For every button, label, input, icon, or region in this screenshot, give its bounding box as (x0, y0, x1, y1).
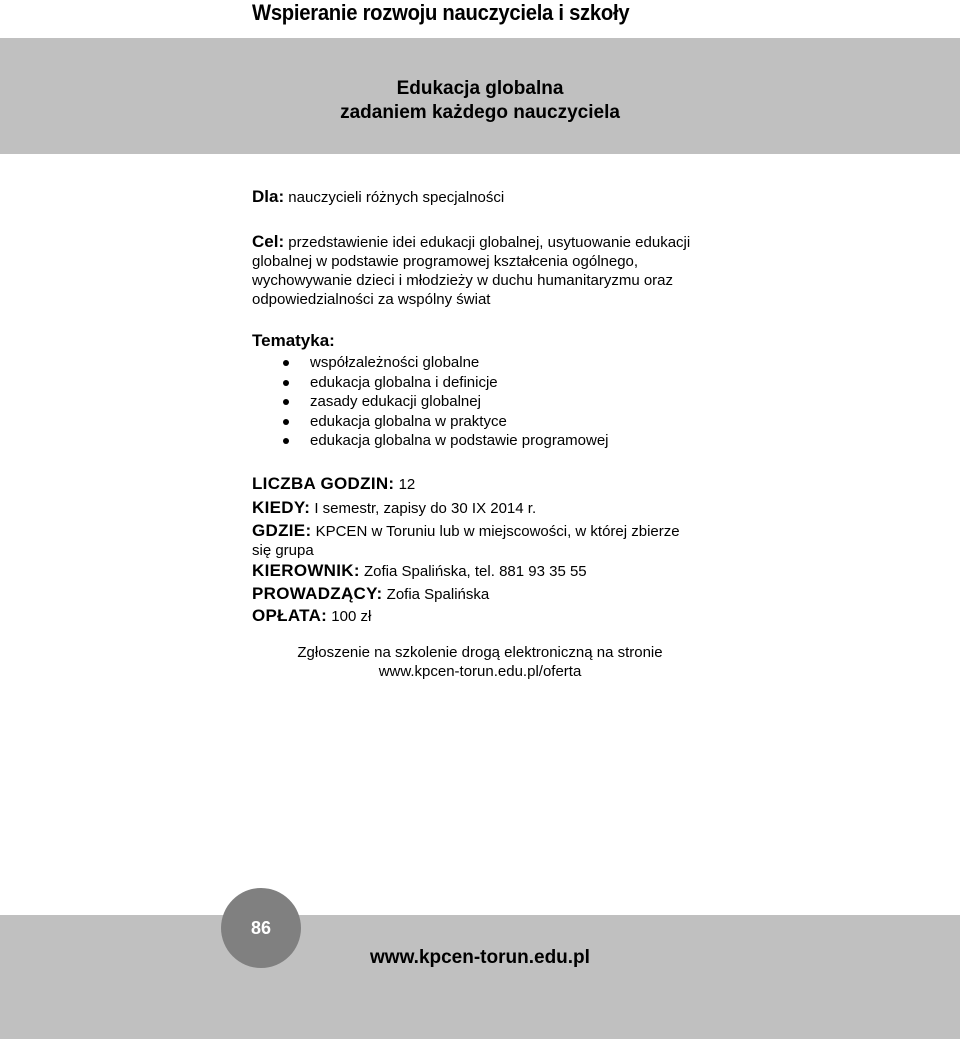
title-band (0, 38, 960, 154)
title-line-2: zadaniem każdego nauczyciela (340, 102, 620, 123)
topics-label: Tematyka: (252, 331, 335, 350)
goal-paragraph (252, 232, 692, 309)
where-row (252, 521, 692, 560)
list-item (252, 392, 609, 412)
fee-value: 100 zł (331, 608, 372, 625)
when-value: I semestr, zapisy do 30 IX 2014 r. (314, 500, 537, 517)
list-item (252, 373, 609, 393)
lecturer-label: PROWADZĄCY: (252, 584, 383, 603)
hours-value: 12 (398, 476, 416, 493)
audience-label: Dla: (252, 187, 285, 206)
lecturer-value: Zofia Spalińska (386, 586, 490, 603)
manager-label: KIEROWNIK: (252, 561, 360, 580)
when-row (252, 499, 536, 518)
topic-text: zasady edukacji globalnej (310, 393, 481, 410)
where-label: GDZIE: (252, 521, 312, 540)
running-header: Wspieranie rozwoju nauczyciela i szkoły (252, 0, 630, 25)
fee-label: OPŁATA: (252, 606, 328, 625)
topic-text: edukacja globalna w praktyce (310, 412, 507, 430)
signup-note (240, 643, 720, 681)
bullet-icon (283, 419, 289, 425)
bullet-icon (283, 438, 289, 444)
goal-value: przedstawienie idei edukacji globalnej, usytuowanie edukacji globalnej w podstawie programowej kształcenia ogólnego, wychowywanie dzieci i młodzieży w duchu humanitaryzmu oraz odpowiedzialności za wspólny świat (252, 234, 691, 308)
bullet-icon (283, 399, 289, 405)
list-item (252, 431, 609, 451)
footer-url[interactable]: www.kpcen-torun.edu.pl (370, 947, 590, 968)
when-label: KIEDY: (252, 498, 311, 517)
list-item (252, 353, 609, 373)
lecturer-row (252, 585, 489, 604)
topic-text: edukacja globalna w podstawie programowej (310, 432, 609, 449)
page-number: 86 (250, 917, 272, 938)
topics-list (252, 353, 609, 451)
topic-text: edukacja globalna i definicje (310, 373, 498, 391)
bullet-icon (283, 380, 289, 386)
hours-row (252, 475, 415, 494)
signup-line-1: Zgłoszenie na szkolenie drogą elektroniczną na stronie (297, 644, 663, 661)
audience-value: nauczycieli różnych specjalności (288, 189, 505, 206)
manager-row (252, 562, 587, 581)
goal-label: Cel: (252, 232, 285, 251)
topic-text: współzależności globalne (310, 354, 480, 371)
audience-row (252, 188, 504, 207)
signup-link[interactable]: www.kpcen-torun.edu.pl/oferta (378, 663, 582, 680)
fee-row (252, 607, 371, 626)
list-item (252, 412, 609, 432)
hours-label: LICZBA GODZIN: (252, 474, 395, 493)
bullet-icon (283, 360, 289, 366)
title-line-1: Edukacja globalna (396, 78, 564, 99)
where-value: KPCEN w Toruniu lub w miejscowości, w której zbierze się grupa (252, 523, 680, 559)
footer-band (0, 915, 960, 1039)
manager-value: Zofia Spalińska, tel. 881 93 35 55 (364, 563, 587, 580)
